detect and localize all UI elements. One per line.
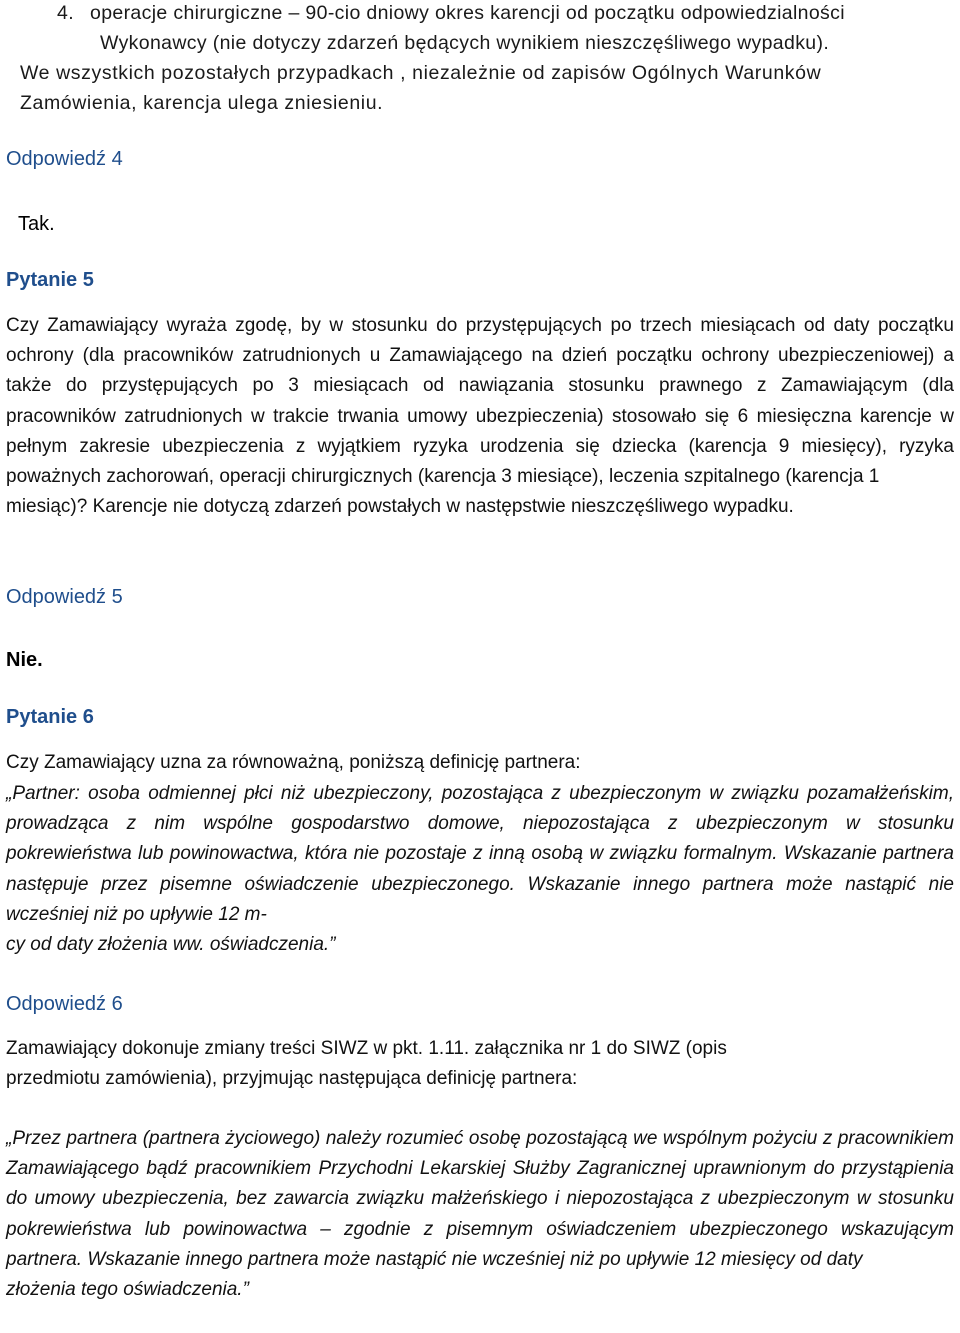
- answer-heading: Odpowiedź 4: [6, 148, 123, 170]
- quote-body: „Partner: osoba odmiennej płci niż ubezpieczony, pozostająca z ubezpieczonym w związku pozamałżeńskim, prowadząca z nim wspólne gospodarstwo domowe, niepozostająca z ubezpieczonym w stosunku pokrewieństwa lub powinowactwa, która nie pozostaje z inną osobą w związku formalnym. Wskazanie partnera następuje przez pisemne oświadczenie ubezpieczonego. Wskazanie innego partnera może nastąpić nie wcześniej niż po upływie 12 m-: [6, 783, 954, 925]
- question-text: [6, 311, 954, 522]
- list-item-line: operacje chirurgiczne – 90-cio dniowy okres karencji od początku odpowiedzialności: [90, 2, 845, 24]
- list-continuation: [6, 58, 954, 118]
- question-body-last-line: miesiąc)? Karencje nie dotyczą zdarzeń powstałych w następstwie nieszczęśliwego wypadku.: [6, 496, 794, 518]
- new-partner-definition-quote: [6, 1124, 954, 1305]
- karencja-list: [6, 0, 954, 118]
- answer-body: Zamawiający dokonuje zmiany treści SIWZ w pkt. 1.11. załącznika nr 1 do SIWZ (opis: [6, 1038, 727, 1059]
- continuation-line: We wszystkich pozostałych przypadkach , niezależnie od zapisów Ogólnych Warunków: [20, 62, 822, 84]
- list-item: [6, 0, 954, 58]
- list-item-number: 4.: [57, 2, 74, 24]
- partner-definition-quote: [6, 779, 954, 960]
- question-body: Czy Zamawiający wyraża zgodę, by w stosunku do przystępujących po trzech miesiącach od daty początku ochrony (dla pracowników zatrudnionych u Zamawiającego na dzień początku ochrony ubezpieczeniowej) a także do przystępujących po 3 miesiącach od nawiązania stosunku prawnego z Zamawiającym (dla pracowników zatrudnionych w trakcie trwania umowy ubezpieczenia) stosowało się 6 miesięczna karencje w pełnym zakresie ubezpieczenia z wyjątkiem ryzyka urodzenia się dziecka (karencja 9 miesięcy), ryzyka poważnych zachorowań, operacji chirurgicznych (karencja 3 miesiące), leczenia szpitalnego (karencja 1: [6, 315, 954, 488]
- answer-text: [6, 1034, 954, 1094]
- answer-body-last-line: przedmiotu zamówienia), przyjmując następująca definicję partnera:: [6, 1068, 578, 1090]
- question-intro: Czy Zamawiający uzna za równoważną, poniższą definicję partnera:: [6, 752, 581, 773]
- quote-last-line: złożenia tego oświadczenia.”: [6, 1279, 249, 1301]
- answer-text: Nie.: [6, 649, 43, 671]
- list-item-line: Wykonawcy (nie dotyczy zdarzeń będących wynikiem nieszczęśliwego wypadku).: [100, 32, 830, 54]
- quote-body: „Przez partnera (partnera życiowego) należy rozumieć osobę pozostającą we wspólnym pożyciu z pracownikiem Zamawiającego bądź pracownikiem Przychodni Lekarskiej Służby Zagranicznej uprawnionym do przystąpienia do umowy ubezpieczenia, bez zawarcia związku małżeńskiego i niepozostająca z ubezpieczonym w stosunku pokrewieństwa lub powinowactwa – zgodnie z pisemnym oświadczeniem ubezpieczonego wskazującym partnera. Wskazanie innego partnera może nastąpić nie wcześniej niż po upływie 12 miesięcy od daty: [6, 1128, 954, 1270]
- quote-last-line: cy od daty złożenia ww. oświadczenia.”: [6, 934, 336, 956]
- answer-text: Tak.: [18, 213, 55, 235]
- continuation-line: Zamówienia, karencja ulega zniesieniu.: [20, 92, 384, 114]
- question-heading: Pytanie 5: [6, 269, 94, 291]
- answer-heading: Odpowiedź 6: [6, 993, 123, 1015]
- answer-heading: Odpowiedź 5: [6, 586, 123, 608]
- question-heading: Pytanie 6: [6, 706, 94, 728]
